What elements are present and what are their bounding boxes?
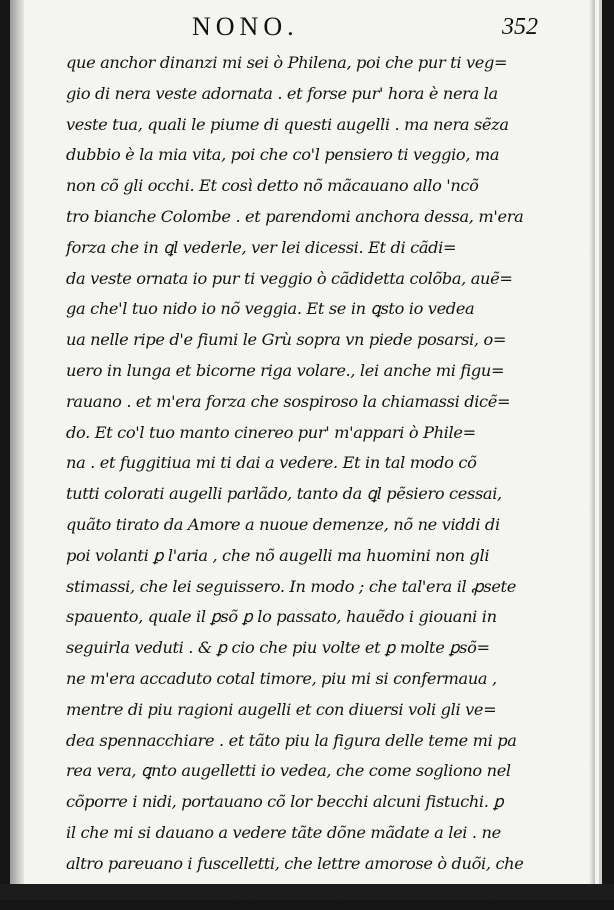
scan-background [0, 884, 614, 900]
text-line: seguirla veduti . & ꝑ cio che piu volte et ꝑ molte ꝑsõ= [66, 638, 490, 658]
text-line: do. Et co'l tuo manto cinereo pur' m'appari ò Phile= [66, 422, 476, 442]
text-line: cõporre i nidi, portauano cõ lor becchi alcuni fistuchi. ꝑ [66, 792, 504, 812]
text-line: dea spennacchiare . et tãto piu la figura delle teme mi pa [66, 730, 517, 750]
page-edge [589, 0, 595, 884]
body-text [66, 48, 588, 910]
text-line: quãto tirato da Amore a nuoue demenze, nõ ne viddi di [66, 514, 500, 534]
book-page [10, 0, 602, 884]
text-line: ne m'era accaduto cotal timore, piu mi si confermaua , [66, 668, 497, 688]
text-line: tro bianche Colombe . et parendomi anchora dessa, m'era [66, 206, 524, 226]
text-line: ua nelle ripe d'e fiumi le Grù sopra vn piede posarsi, o= [66, 330, 507, 350]
text-line: gio di nera veste adornata . et forse pur' hora è nera la [66, 83, 498, 103]
text-line: que anchor dinanzi mi sei ò Philena, poi che pur ti veg= [66, 53, 508, 72]
running-head: NONO. [192, 12, 299, 41]
text-line: non cõ gli occhi. Et così detto nõ mãcauano allo 'ncõ [66, 176, 479, 196]
text-line: stimassi, che lei seguissero. In modo ; che tal'era il ꝓsete [66, 576, 516, 596]
text-line: rauano . et m'era forza che sospiroso la chiamassi dicẽ= [66, 391, 511, 411]
text-line: spauento, quale il ꝑsõ ꝑ lo passato, hauẽdo i giouani in [66, 607, 497, 627]
text-line: uero in lunga et bicorne riga volare., lei anche mi figu= [66, 360, 505, 380]
text-line: ga che'l tuo nido io nõ veggia. Et se in ꝗsto io vedea [66, 299, 475, 319]
text-line: il che mi si dauano a vedere tãte dõne mãdate a lei . ne [66, 822, 501, 842]
text-line: tutti colorati augelli parlãdo, tanto da ꝗl pẽsiero cessai, [66, 484, 502, 504]
text-line: poi volanti ꝑ l'aria , che nõ augelli ma huomini non gli [66, 545, 490, 565]
text-line: da veste ornata io pur ti veggio ò cãdidetta colõba, auẽ= [66, 268, 513, 288]
text-line: forza che in ꝗl vederle, ver lei dicessi. Et di cãdi= [66, 237, 457, 257]
text-line: mentre di piu ragioni augelli et con diuersi voli gli ve= [66, 699, 497, 719]
text-line: dubbio è la mia vita, poi che co'l pensiero ti veggio, ma [66, 145, 500, 165]
text-line: na . et fuggitiua mi ti dai a vedere. Et in tal modo cõ [66, 453, 477, 473]
text-line: veste tua, quali le piume di questi augelli . ma nera sẽza [66, 114, 509, 134]
text-line: altro pareuano i fuscelletti, che lettre amorose ò duõi, che [66, 853, 524, 873]
page-number: 352 [502, 14, 538, 40]
text-line: rea vera, ꝗnto augelletti io vedea, che come sogliono nel [66, 761, 511, 781]
